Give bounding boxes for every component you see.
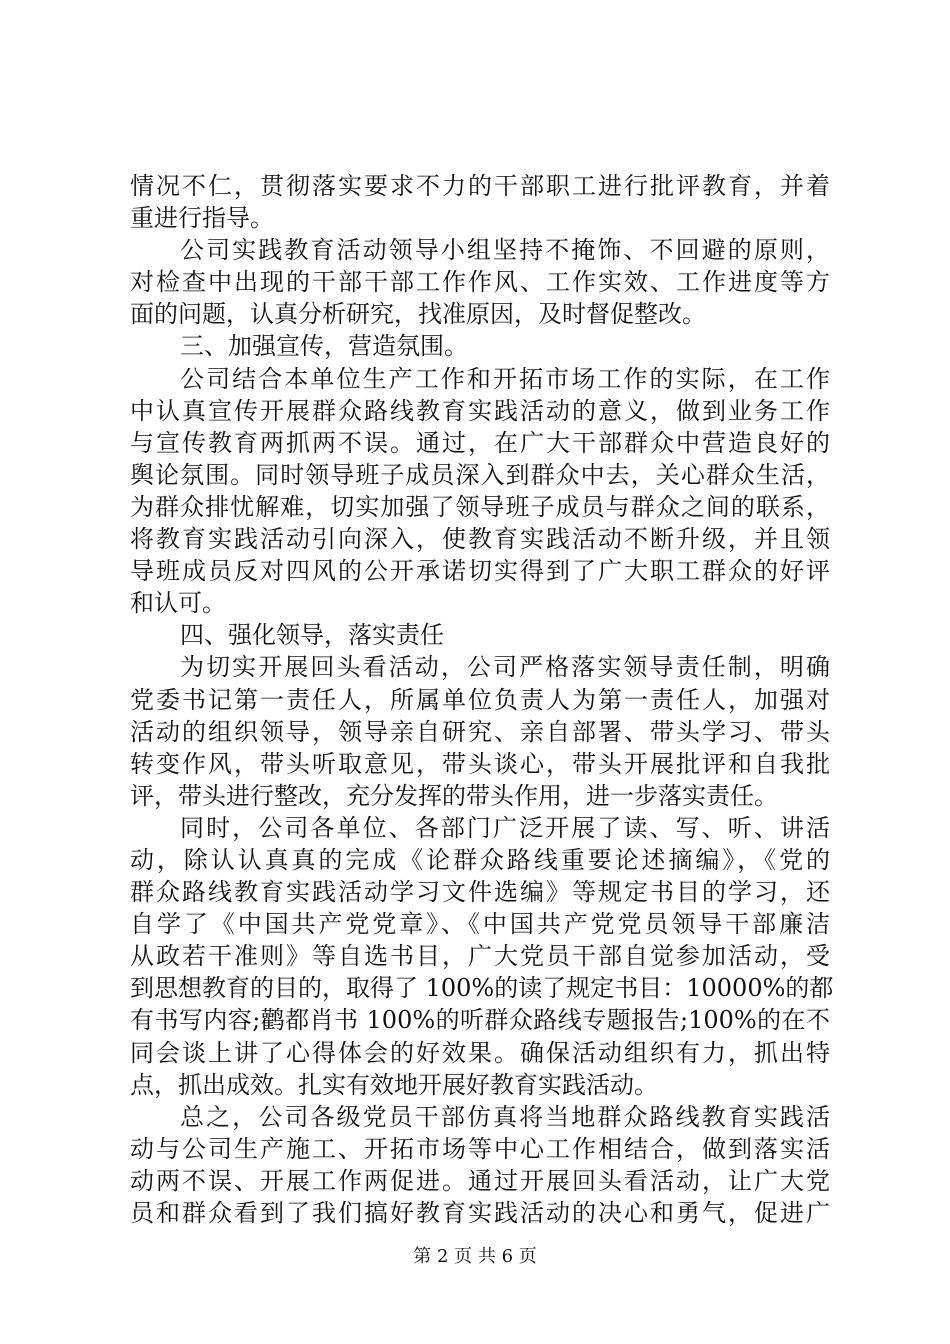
text-line: 转变作风，带头听取意见，带头谈心，带头开展批评和自我批: [130, 749, 830, 778]
text-line: 情况不仁，贯彻落实要求不力的干部职工进行批评教育，并着: [130, 172, 830, 200]
text-line: 重进行指导。: [130, 204, 274, 233]
body-text: [130, 170, 834, 1229]
text-line: 同时，公司各单位、各部门广泛开展了读、写、听、讲活: [180, 813, 830, 842]
text-line: 党委书记第一责任人，所属单位负责人为第一责任人，加强对: [130, 685, 830, 714]
text-line: 评，带头进行整改，充分发挥的带头作用，进一步落实责任。: [130, 781, 778, 810]
text-line: 同会谈上讲了心得体会的好效果。确保活动组织有力，抓出特: [130, 1038, 830, 1067]
text-line: 活动的组织领导，领导亲自研究、亲自部署、带头学习、带头: [130, 717, 830, 746]
text-line: 总之，公司各级党员干部仿真将当地群众路线教育实践活: [180, 1102, 830, 1131]
text-line: 从政若干准则》等自选书目，广大党员干部自觉参加活动，受: [130, 942, 830, 971]
text-line: 到思想教育的目的，取得了 100%的读了规定书目：10000%的都: [130, 974, 834, 1003]
text-line: 与宣传教育两抓两不误。通过，在广大干部群众中营造良好的: [130, 428, 830, 457]
text-line: 员和群众看到了我们搞好教育实践活动的决心和勇气，促进广: [130, 1199, 830, 1227]
text-line: 动与公司生产施工、开拓市场等中心工作相结合，做到落实活: [130, 1134, 830, 1163]
section-heading: 三、加强宣传，营造氛围。: [180, 332, 468, 361]
section-heading: 四、强化领导，落实责任: [180, 621, 444, 650]
text-line: 面的问题，认真分析研究，找准原因，及时督促整改。: [130, 300, 706, 329]
text-line: 和认可。: [130, 589, 226, 618]
text-line: 对检查中出现的干部干部工作作风、工作实效、工作进度等方: [130, 268, 830, 297]
text-line: 自学了《中国共产党党章》、《中国共产党党员领导干部廉洁: [130, 910, 830, 939]
text-line: 公司实践教育活动领导小组坚持不掩饰、不回避的原则，: [180, 236, 830, 265]
text-line: 导班成员反对四风的公开承诺切实得到了广大职工群众的好评: [130, 557, 830, 586]
text-line: 为切实开展回头看活动，公司严格落实领导责任制，明确: [180, 653, 830, 682]
page-number-footer: 第 2 页 共 6 页: [413, 1246, 537, 1267]
text-line: 公司结合本单位生产工作和开拓市场工作的实际，在工作: [180, 364, 830, 393]
text-line: 将教育实践活动引向深入，使教育实践活动不断升级，并且领: [130, 525, 830, 554]
text-line: 有书写内容;鹳都肖书 100%的听群众路线专题报告;100%的在不: [130, 1006, 830, 1035]
text-line: 中认真宣传开展群众路线教育实践活动的意义，做到业务工作: [130, 396, 830, 425]
text-line: 为群众排忧解难，切实加强了领导班子成员与群众之间的联系，: [130, 492, 830, 521]
text-line: 群众路线教育实践活动学习文件选编》等规定书目的学习，还: [130, 878, 830, 907]
text-line: 动两不误、开展工作两促进。通过开展回头看活动，让广大党: [130, 1166, 830, 1195]
text-line: 点，抓出成效。扎实有效地开展好教育实践活动。: [130, 1070, 658, 1099]
text-line: 舆论氛围。同时领导班子成员深入到群众中去，关心群众生活，: [130, 460, 830, 489]
text-line: 动，除认认真真的完成《论群众路线重要论述摘编》，《党的: [130, 845, 830, 874]
